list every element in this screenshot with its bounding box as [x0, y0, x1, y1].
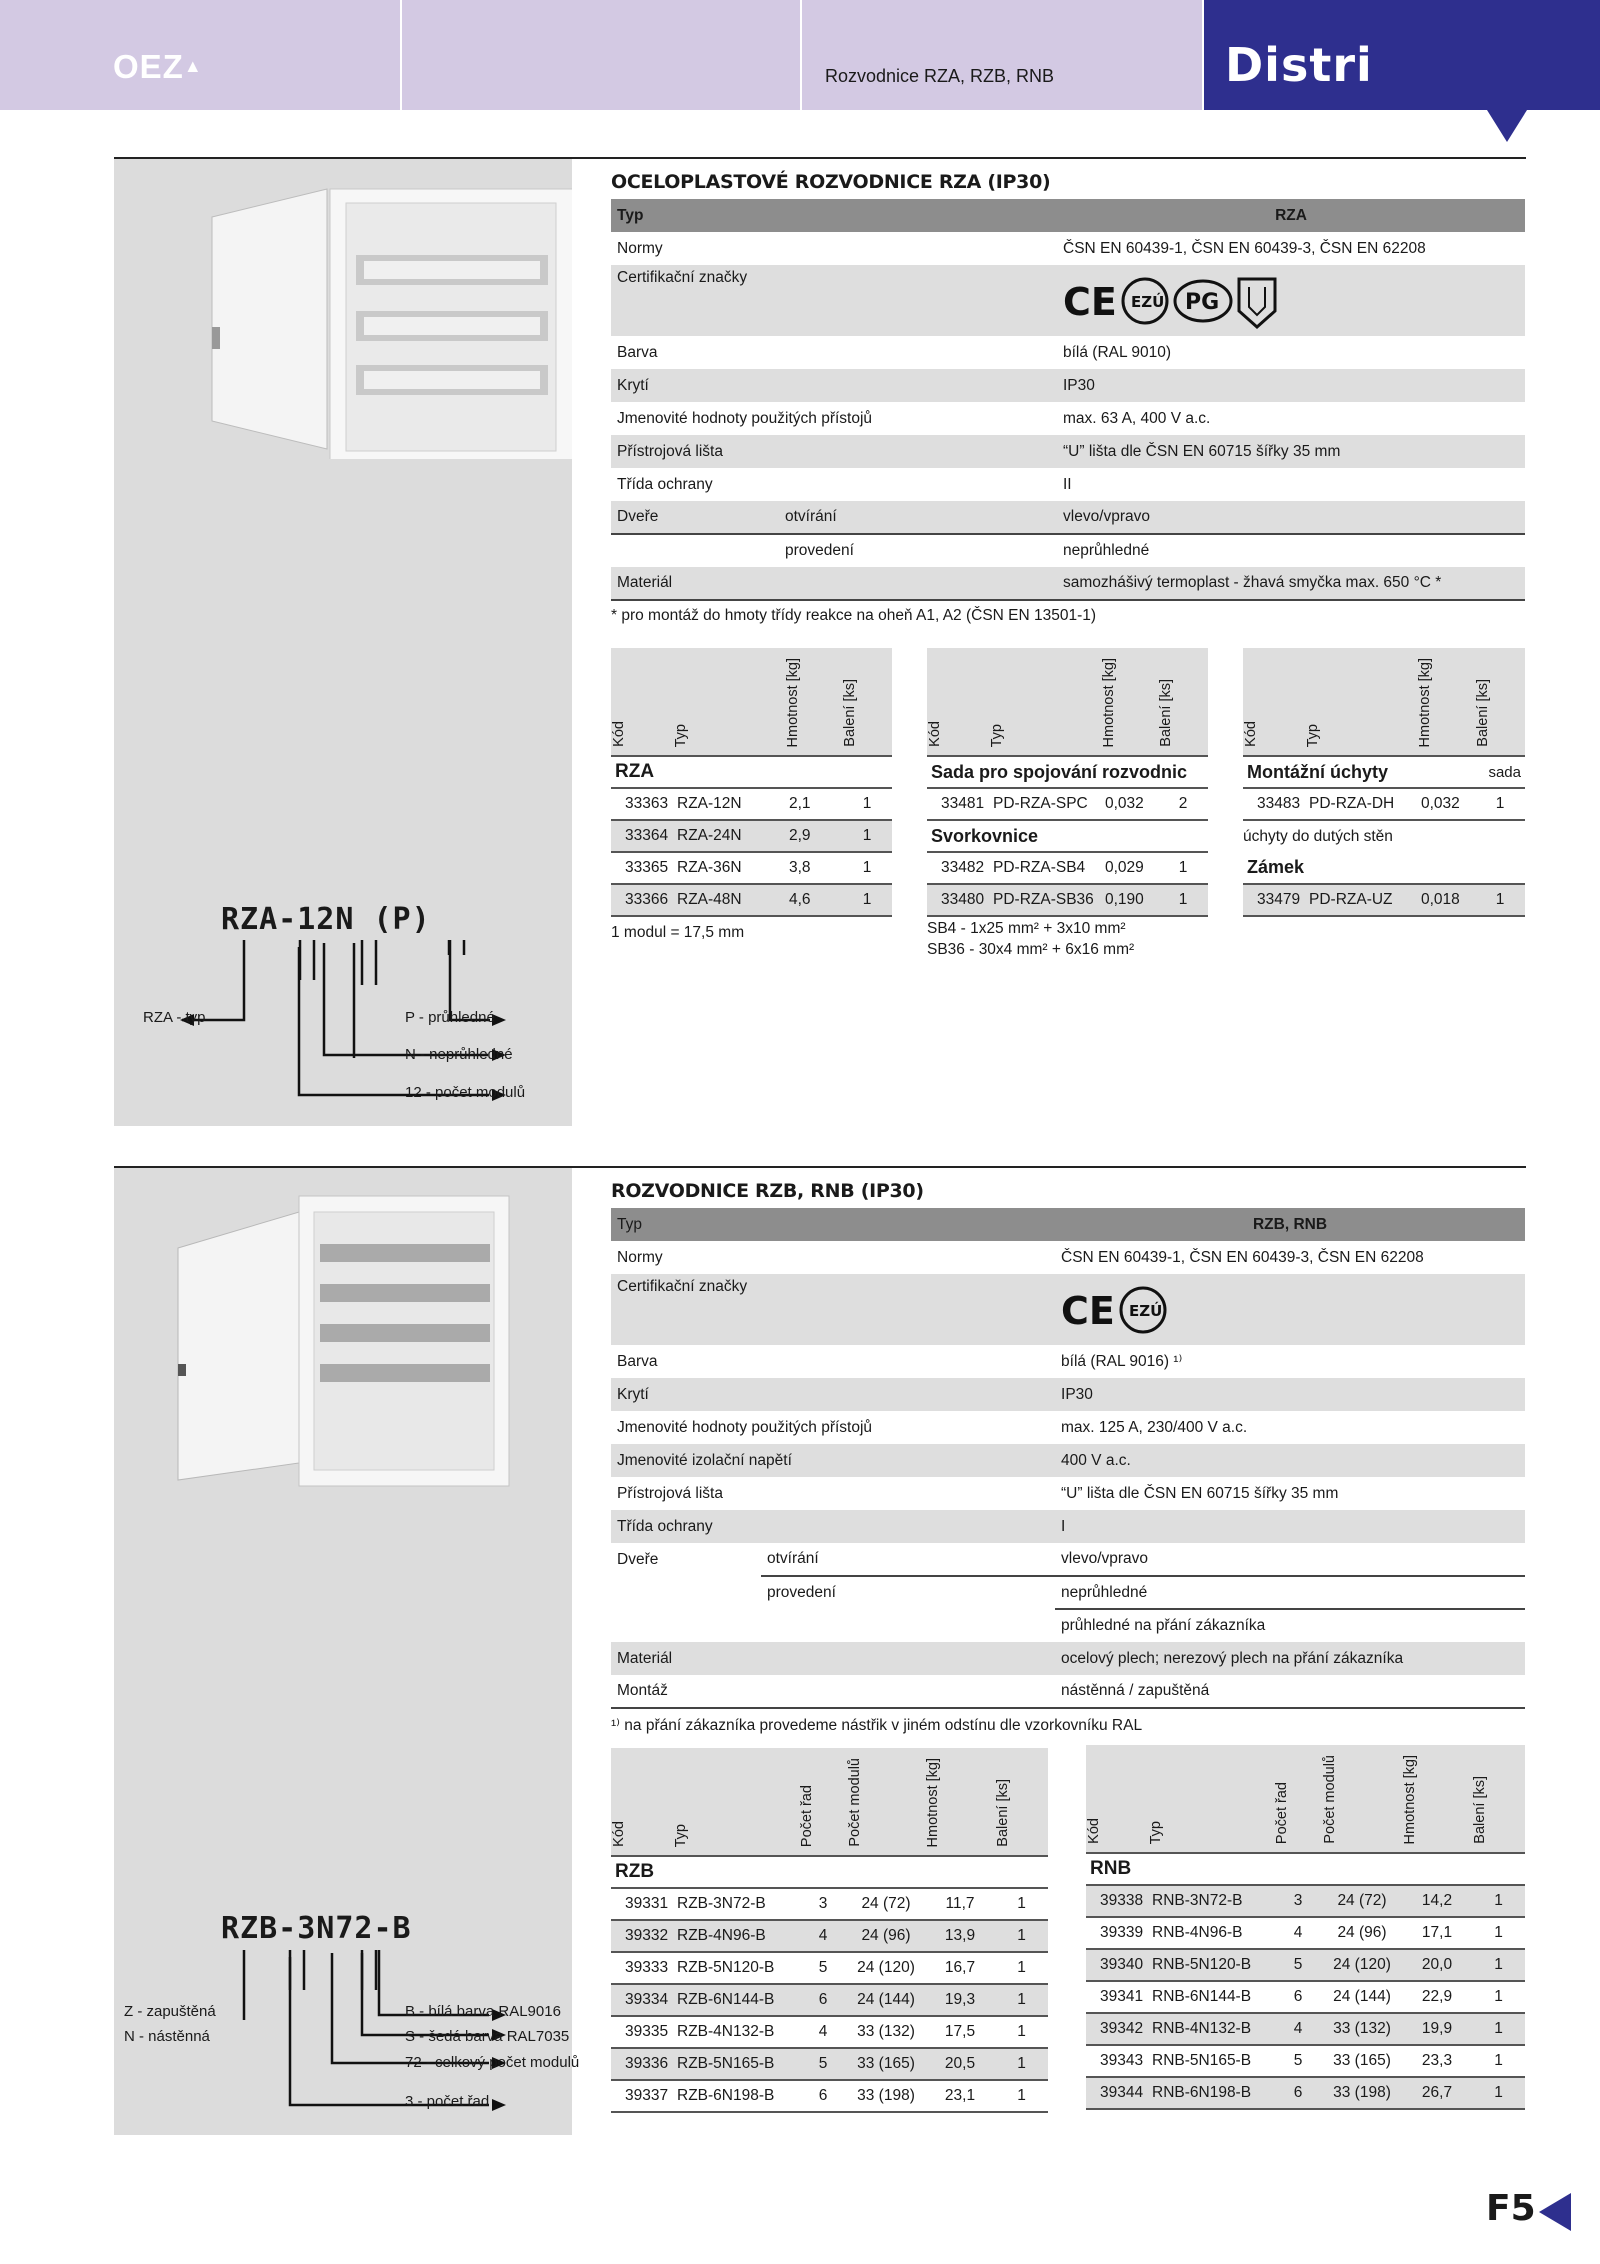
model-label: 12 - počet modulů [405, 1084, 526, 1101]
ce-mark-icon [1063, 280, 1117, 324]
spec-value: nástěnná / zapuštěná [1055, 1675, 1525, 1708]
svg-text:CE: CE [1061, 1289, 1115, 1333]
spec-label: Typ [611, 199, 1057, 232]
col-header-typ: Typ [1305, 723, 1321, 747]
table-row: 39339 RNB-4N96-B 4 24 (96) 17,1 1 [1086, 1917, 1525, 1949]
ce-mark-icon [1061, 1289, 1115, 1333]
table-row: 39340 RNB-5N120-B 5 24 (120) 20,0 1 [1086, 1949, 1525, 1981]
col-header-kod: Kód [927, 721, 943, 747]
table-row: 39338 RNB-3N72-B 3 24 (72) 14,2 1 [1086, 1885, 1525, 1917]
spec-label: Materiál [611, 567, 1057, 600]
table-row: 33479 PD-RZA-UZ 0,018 1 [1243, 884, 1525, 916]
table-row: 33363 RZA-12N 2,1 1 [611, 788, 892, 820]
distri-tab-arrow [1487, 110, 1527, 142]
spec-label: Třída ochrany [617, 475, 713, 493]
model-label: N - neprůhledné [405, 1046, 513, 1063]
table-row: 33366 RZA-48N 4,6 1 [611, 884, 892, 916]
rzb-cabinet-illustration [114, 1168, 572, 1488]
spec-sublabel: provedení [761, 1576, 1055, 1609]
spec-value: ČSN EN 60439-1, ČSN EN 60439-3, ČSN EN 62208 [1063, 239, 1426, 257]
spec-label: Typ [611, 1208, 1055, 1241]
group-heading: RZA [611, 756, 892, 788]
rza-spec-table [611, 199, 1525, 601]
oez-logo: OEZ▲ [113, 48, 203, 85]
header-subtitle: Rozvodnice RZA, RZB, RNB [825, 66, 1055, 86]
table-row: 33365 RZA-36N 3,8 1 [611, 852, 892, 884]
model-label: N - nástěnná [124, 2028, 210, 2045]
spec-value: RZB, RNB [1055, 1208, 1525, 1241]
spec-label: Certifikační značky [611, 265, 1057, 336]
spec-value: samozhášivý termoplast - žhavá smyčka max. 650 °C * [1057, 567, 1525, 600]
distri-tab-label: Distri [1225, 38, 1373, 92]
spec-label: Montáž [611, 1675, 1055, 1708]
spec-value: max. 125 A, 230/400 V a.c. [1061, 1418, 1248, 1436]
col-header-baleni: Balení [ks] [842, 679, 858, 747]
table-row: 33483 PD-RZA-DH 0,032 1 [1243, 788, 1525, 820]
spec-value: vlevo/vpravo [1061, 1550, 1149, 1567]
col-header-baleni: Balení [ks] [1475, 679, 1491, 747]
table-row: 39343 RNB-5N165-B 5 33 (165) 23,3 1 [1086, 2045, 1525, 2077]
col-header-kod: Kód [611, 721, 627, 747]
col-header-hmotnost: Hmotnost [kg] [785, 657, 801, 747]
cert-marks [1057, 265, 1525, 336]
spec-value: “U” lišta dle ČSN EN 60715 šířky 35 mm [1057, 435, 1525, 468]
spec-value: II [1063, 475, 1072, 493]
table-row: 39337 RZB-6N198-B 6 33 (198) 23,1 1 [611, 2080, 1048, 2112]
spec-label: Třída ochrany [611, 1510, 1055, 1543]
group-heading: RNB [1086, 1853, 1525, 1885]
spec-label: Krytí [611, 369, 1057, 402]
rza-mounting-table [1243, 648, 1525, 917]
group-heading: RZB [611, 1856, 1048, 1888]
rza-product-table [611, 648, 892, 948]
table-row: 33480 PD-RZA-SB36 0,190 1 [927, 884, 1208, 916]
table-row: 39335 RZB-4N132-B 4 33 (132) 17,5 1 [611, 2016, 1048, 2048]
svg-text:PG: PG [1185, 290, 1220, 315]
model-label: RZA - typ [143, 1009, 206, 1026]
spec-label: Barva [617, 1352, 658, 1370]
col-header-baleni: Balení [ks] [1158, 679, 1174, 747]
table-row: 33482 PD-RZA-SB4 0,029 1 [927, 852, 1208, 884]
group-heading: Zámek [1243, 852, 1525, 884]
model-label: S - šedá barva RAL7035 [405, 2028, 570, 2045]
spec-label: Přístrojová lišta [611, 435, 1057, 468]
spec-value: max. 63 A, 400 V a.c. [1063, 409, 1211, 427]
spec-label: Dveře [611, 501, 779, 534]
spec-value: 400 V a.c. [1055, 1444, 1525, 1477]
rzb-spec-table [611, 1208, 1525, 1709]
page-number: F5 [1486, 2188, 1536, 2229]
unit-label: sada [1475, 756, 1525, 788]
gost-mark-icon [1175, 281, 1231, 321]
table-row: 39332 RZB-4N96-B 4 24 (96) 13,9 1 [611, 1920, 1048, 1952]
table-note: 1 modul = 17,5 mm [611, 923, 745, 941]
spec-sublabel: provedení [779, 534, 1057, 567]
spec-value: vlevo/vpravo [1057, 501, 1525, 534]
spec-label: Dveře [617, 1550, 659, 1568]
table-row: 33481 PD-RZA-SPC 0,032 2 [927, 788, 1208, 820]
rzb-model-code: RZB-3N72-B [221, 1911, 412, 1946]
table-row: 39336 RZB-5N165-B 5 33 (165) 20,5 1 [611, 2048, 1048, 2080]
spec-sublabel: otvírání [767, 1550, 819, 1567]
table-row: 39342 RNB-4N132-B 4 33 (132) 19,9 1 [1086, 2013, 1525, 2045]
spec-label: Krytí [611, 1378, 1055, 1411]
spec-value: RZA [1057, 199, 1525, 232]
spec-value: průhledné na přání zákazníka [1055, 1609, 1525, 1642]
spec-value: IP30 [1055, 1378, 1525, 1411]
svg-text:EZÚ: EZÚ [1131, 293, 1165, 311]
spec-label: Materiál [611, 1642, 1055, 1675]
rza-model-code: RZA-12N (P) [221, 902, 431, 937]
spec-value: I [1055, 1510, 1525, 1543]
table-row: 33364 RZA-24N 2,9 1 [611, 820, 892, 852]
rnb-product-table: Kód Typ Počet řad Počet modulů Hmotnost [kg] Balení [ks] RNB 39338 RNB-3N72-B 3 24 (72) 14,2 1 39339 RNB-4N96-B 4 24 (96) 17,1 1 39340 RNB-5N120-B 5 24 (120) 20,0 1 39341 RNB-6N144-B 6 24 (144) 22,9 1 39342 RNB-4N132-B 4 33 (132) 19,9 1 39343 RNB-5N165-B 5 33 (165) 23,3 1 39344 RNB-6N198-B 6 33 (198) 26,7 1 [1086, 1745, 1525, 2110]
col-header-typ: Typ [673, 723, 689, 747]
rzb-section-title: ROZVODNICE RZB, RNB (IP30) [611, 1180, 924, 1202]
spec-label: Normy [617, 239, 663, 257]
group-heading: Montážní úchyty [1243, 756, 1475, 788]
rza-footnote: * pro montáž do hmoty třídy reakce na oheň A1, A2 (ČSN EN 13501-1) [611, 607, 1097, 624]
col-header-hmotnost: Hmotnost [kg] [1101, 657, 1117, 747]
page-arrow-icon [1539, 2193, 1571, 2231]
spec-value: bílá (RAL 9010) [1063, 343, 1171, 361]
spec-label: Jmenovité izolační napětí [611, 1444, 1055, 1477]
table-row: 39341 RNB-6N144-B 6 24 (144) 22,9 1 [1086, 1981, 1525, 2013]
spec-sublabel: otvírání [779, 501, 1057, 534]
spec-value: “U” lišta dle ČSN EN 60715 šířky 35 mm [1061, 1484, 1339, 1502]
svg-text:CE: CE [1063, 280, 1117, 324]
header-cell-2 [402, 0, 800, 110]
spec-label: Certifikační značky [611, 1274, 1055, 1345]
col-header-kod: Kód [1243, 721, 1259, 747]
spec-value: neprůhledné [1057, 534, 1525, 567]
rzb-product-table: Kód Typ Počet řad Počet modulů Hmotnost [kg] Balení [ks] RZB 39331 RZB-3N72-B 3 24 (72) 11,7 1 39332 RZB-4N96-B 4 24 (96) 13,9 1 39333 RZB-5N120-B 5 24 (120) 16,7 1 39334 RZB-6N144-B 6 24 (144) 19,3 1 39335 RZB-4N132-B 4 33 (132) 17,5 1 39336 RZB-5N165-B 5 33 (165) 20,5 1 39337 RZB-6N198-B 6 33 (198) 23,1 1 [611, 1748, 1048, 2113]
spec-value: ČSN EN 60439-1, ČSN EN 60439-3, ČSN EN 62208 [1061, 1248, 1424, 1266]
model-label: 3 - počet řad [405, 2093, 490, 2110]
model-label: P - průhledné [405, 1009, 495, 1026]
group-heading: Svorkovnice [927, 820, 1208, 852]
model-label: Z - zapuštěná [124, 2003, 216, 2020]
spec-label: Jmenovité hodnoty použitých přístojů [617, 409, 873, 427]
spec-label: Jmenovité hodnoty použitých přístojů [617, 1418, 873, 1436]
spec-value: ocelový plech; nerezový plech na přání zákazníka [1055, 1642, 1525, 1675]
spec-label: Normy [617, 1248, 663, 1266]
col-header-hmotnost: Hmotnost [kg] [1417, 657, 1433, 747]
rza-cabinet-illustration [114, 159, 572, 459]
group-heading: Sada pro spojování rozvodnic [927, 756, 1208, 788]
col-header-typ: Typ [989, 723, 1005, 747]
rza-accessory-table [927, 648, 1208, 960]
spec-label: Barva [617, 343, 658, 361]
rza-section-title: OCELOPLASTOVÉ ROZVODNICE RZA (IP30) [611, 171, 1051, 193]
spec-value: bílá (RAL 9016) ¹⁾ [1061, 1353, 1183, 1370]
table-note: úchyty do dutých stěn [1243, 827, 1393, 845]
eac-mark-icon [1121, 1288, 1165, 1332]
table-row: 39334 RZB-6N144-B 6 24 (144) 19,3 1 [611, 1984, 1048, 2016]
model-label: B - bílá barva RAL9016 [405, 2003, 561, 2020]
table-row: 39331 RZB-3N72-B 3 24 (72) 11,7 1 [611, 1888, 1048, 1920]
rzb-footnote: ¹⁾ na přání zákazníka provedeme nástřik v jiném odstínu dle vzorkovníku RAL [611, 1717, 1143, 1734]
table-note: SB4 - 1x25 mm² + 3x10 mm² [927, 919, 1126, 937]
ukraine-mark-icon [1239, 279, 1275, 327]
cert-marks [1055, 1274, 1525, 1345]
model-label: 72 - celkový počet modulů [405, 2054, 580, 2071]
svg-text:EZÚ: EZÚ [1129, 1302, 1163, 1320]
table-row: 39333 RZB-5N120-B 5 24 (120) 16,7 1 [611, 1952, 1048, 1984]
spec-value: IP30 [1057, 369, 1525, 402]
table-note: SB36 - 30x4 mm² + 6x16 mm² [927, 941, 1135, 958]
spec-value: neprůhledné [1055, 1576, 1525, 1609]
spec-label: Přístrojová lišta [617, 1484, 723, 1502]
header-cell-3 [802, 0, 1202, 110]
table-row: 39344 RNB-6N198-B 6 33 (198) 26,7 1 [1086, 2077, 1525, 2109]
eac-mark-icon [1123, 279, 1167, 323]
